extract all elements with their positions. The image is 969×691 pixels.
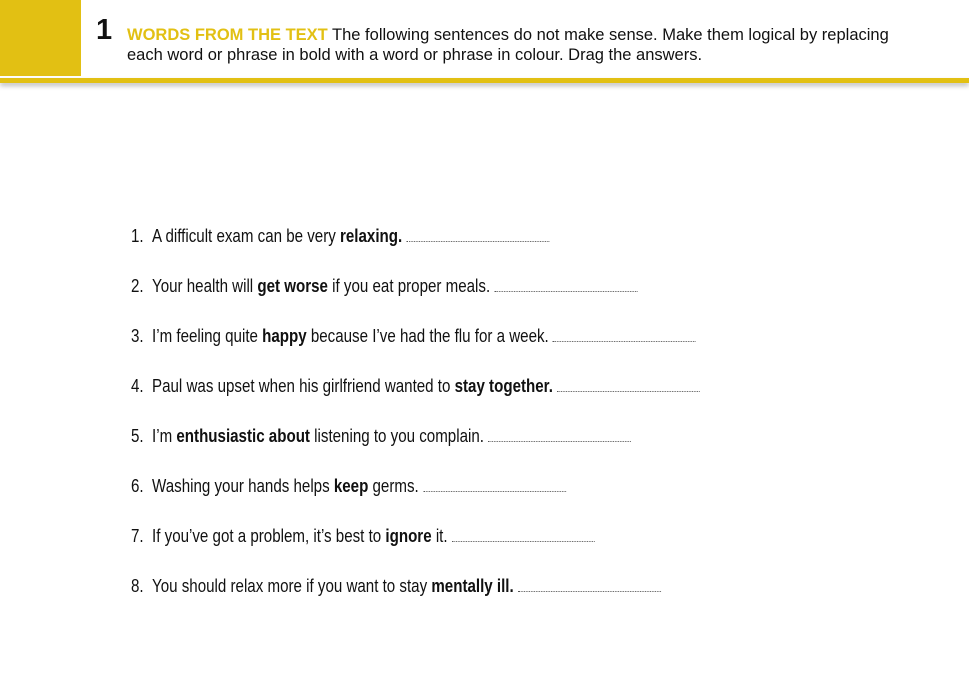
sentence-text: I’m feeling quite <box>152 326 263 346</box>
exercise-instructions <box>127 25 927 65</box>
sentence-item <box>131 576 700 626</box>
sentence-list <box>131 226 808 626</box>
sentence-text: Washing your hands helps <box>152 476 334 496</box>
bold-phrase: mentally ill. <box>431 576 514 596</box>
bold-phrase: stay together. <box>454 376 553 396</box>
header-divider <box>0 78 969 83</box>
instruction-text: The following sentences do not make sense. Make them logical by replacing each word or phrase in bold with a word or phrase in colour. Drag the answers. <box>127 26 889 64</box>
answer-drop-zone[interactable] <box>518 577 661 592</box>
sentence-text: If you’ve got a problem, it’s best to <box>152 526 386 546</box>
sentence-text: A difficult exam can be very <box>152 226 341 246</box>
sentence-item <box>131 476 700 526</box>
sentence-text-after: because I’ve had the flu for a week. <box>306 326 549 346</box>
bold-phrase: happy <box>262 326 307 346</box>
answer-drop-zone[interactable] <box>553 327 696 342</box>
answer-drop-zone[interactable] <box>488 427 631 442</box>
bold-phrase: relaxing. <box>340 226 403 246</box>
sentence-text: Your health will <box>152 276 258 296</box>
sentence-text: Paul was upset when his girlfriend wanted to <box>152 376 455 396</box>
item-number: 4. <box>131 376 144 396</box>
sentence-text: You should relax more if you want to stay <box>152 576 432 596</box>
answer-drop-zone[interactable] <box>557 377 700 392</box>
bold-phrase: enthusiastic about <box>176 426 310 446</box>
sentence-item <box>131 276 700 326</box>
item-number: 3. <box>131 326 144 346</box>
item-number: 2. <box>131 276 144 296</box>
exercise-title: WORDS FROM THE TEXT <box>127 26 328 44</box>
sentence-text: I’m <box>152 426 177 446</box>
answer-drop-zone[interactable] <box>452 527 595 542</box>
exercise-header <box>0 0 969 80</box>
sentence-text-after: it. <box>431 526 448 546</box>
item-number: 6. <box>131 476 144 496</box>
sentence-item <box>131 526 700 576</box>
bold-phrase: keep <box>333 476 369 496</box>
sentence-item <box>131 426 700 476</box>
sentence-item <box>131 326 700 376</box>
item-number: 8. <box>131 576 144 596</box>
accent-block <box>0 0 81 76</box>
sentence-item <box>131 376 700 426</box>
answer-drop-zone[interactable] <box>494 277 637 292</box>
answer-drop-zone[interactable] <box>406 227 549 242</box>
item-number: 1. <box>131 226 144 246</box>
item-number: 7. <box>131 526 144 546</box>
sentence-text-after: germs. <box>368 476 419 496</box>
sentence-text-after: listening to you complain. <box>309 426 484 446</box>
answer-drop-zone[interactable] <box>423 477 566 492</box>
exercise-number: 1 <box>96 14 113 46</box>
bold-phrase: get worse <box>257 276 328 296</box>
sentence-item <box>131 226 700 276</box>
sentence-text-after: if you eat proper meals. <box>327 276 491 296</box>
item-number: 5. <box>131 426 144 446</box>
bold-phrase: ignore <box>385 526 432 546</box>
